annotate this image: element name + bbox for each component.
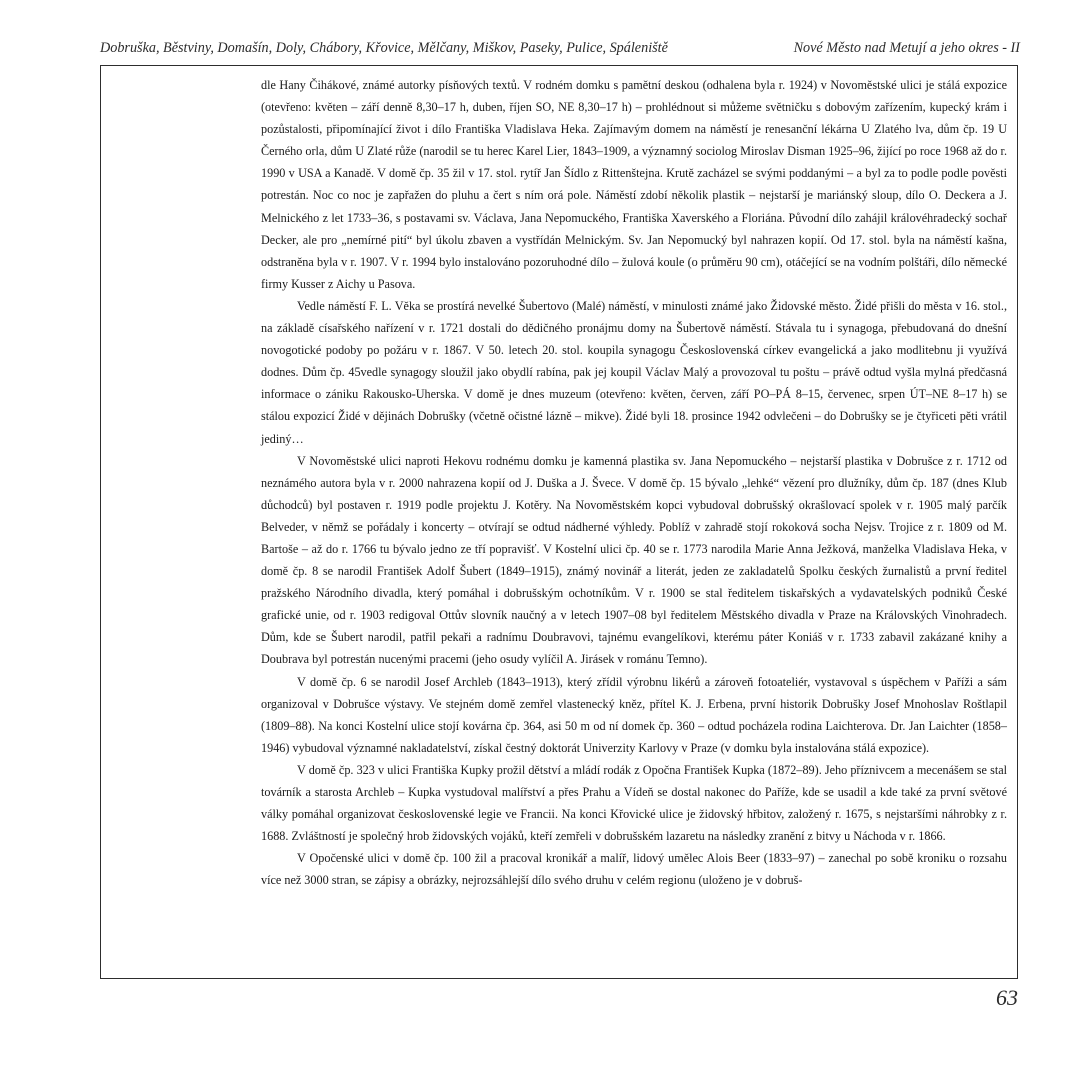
page-number: 63 xyxy=(996,985,1018,1010)
paragraph: V Opočenské ulici v domě čp. 100 žil a pracoval kronikář a malíř, lidový umělec Alois Beer (1833–97) – zanechal po sobě kroniku o rozsahu více než 3000 stran, se zápisy a obrázky, nejrozsáhlejší dílo svého druhu v celém regionu (uloženo je v dobruš- xyxy=(261,851,1007,888)
running-head xyxy=(100,37,1020,59)
paragraph: V domě čp. 6 se narodil Josef Archleb (1843–1913), který zřídil výrobnu likérů a zároveň fotoateliér, vystavoval s úspěchem v Paříži a sám organizoval v Dobrušce výstavy. Ve stejném domě zemřel vlastenecký kněz, přítel K. J. Erbena, první historik Dobrušky Josef Mnohoslav Roštlapil (1809–88). Na konci Kostelní ulice stojí kovárna čp. 364, asi 50 m od ní domek čp. 360 – odtud pocházela rodina Laichterova. Dr. Jan Laichter (1858–1946) vybudoval významné nakladatelství, získal čestný doktorát Univerzity Karlovy v Praze (v domku byla instalována stálá expozice). xyxy=(261,674,1007,755)
paragraph: Vedle náměstí F. L. Věka se prostírá nevelké Šubertovo (Malé) náměstí, v minulosti známé jako Židovské město. Židé přišli do města v 16. stol., na základě císařského nařízení v r. 1721 dostali do dědičného pronájmu domy na Šubertově náměstí. Stávala tu i synagoga, přebudovaná do dnešní novogotické podoby po požáru v r. 1867. V 50. letech 20. stol. koupila synagogu Československá církev evangelická a jako modlitebnu ji využívá dodnes. Dům čp. 45vedle synagogy sloužil jako obydlí rabína, pak jej koupil Václav Malý a provozoval tu poštu – právě odtud vyšla mylná předčasná informace o zániku Rakousko-Uherska. V domě je dnes muzeum (otevřeno: květen, červen, září PO–PÁ 8–15, červenec, srpen ÚT–NE 8–17 h) se stálou expozicí Židé v dějinách Dobrušky (včetně očistné lázně – mikve). Židé byli 18. prosince 1942 odvlečeni – do Dobrušky se je čtyřiceti pěti vrátil jediný… xyxy=(261,298,1007,446)
paragraph: dle Hany Čihákové, známé autorky písňových textů. V rodném domku s pamětní deskou (odhalena byla r. 1924) v Novoměstské ulici je stálá expozice (otevřeno: květen – září denně 8,30–17 h, duben, říjen SO, NE 8,30–17 h) – prohlédnout si můžeme světničku s dobovým zařízením, kupecký krám i pozůstalosti, připomínající život i dílo Františka Vladislava Heka. Zajímavým domem na náměstí je renesanční lékárna U Zlatého lva, dům čp. 19 U Černého orla, dům U Zlaté růže (narodil se tu herec Karel Lier, 1843–1909, a významný sociolog Miroslav Disman 1925–96, žijící po roce 1968 až do r. 1990 v USA a Kanadě. V domě čp. 35 žil v 17. stol. rytíř Jan Šídlo z Rittenštejna. Krutě zacházel se svými poddanými – a byl za to podle podle pověsti potrestán. Noc co noc je zapřažen do pluhu a čert s ním orá pole. Náměstí zdobí několik plastik – nejstarší je mariánský sloup, dílo O. Deckera a J. Melnického z let 1733–36, s postavami sv. Václava, Jana Nepomuckého, Františka Xaverského a Floriána. Původní dílo zahájil královéhradecký sochař Decker, ale pro „nemírné pití“ byl úkolu zbaven a vystřídán Melnickým. Sv. Jan Nepomucký byl nahrazen kopií. Od 17. stol. byla na náměstí kašna, odstraněna byla v r. 1907. V r. 1994 bylo instalováno pozoruhodné dílo – žulová koule (o průměru 90 cm), otáčející se na vodním polštáři, dílo německé firmy Kusser z Aichy u Pasova. xyxy=(261,78,1007,291)
running-head-right: Nové Město nad Metují a jeho okres - II xyxy=(793,39,1020,56)
body-text xyxy=(261,74,1007,891)
paragraph: V Novoměstské ulici naproti Hekovu rodnému domku je kamenná plastika sv. Jana Nepomuckého – nejstarší plastika v Dobrušce z r. 1712 od neznámého autora byla v r. 2000 nahrazena kopií od J. Duška a J. Švece. V domě čp. 15 bývalo „lehké“ vězení pro dlužníky, dům čp. 187 (dnes Klub důchodců) byl postaven r. 1919 podle projektu J. Kotěry. Na Novoměstském kopci vybudoval dobrušský okrašlovací spolek v r. 1905 malý parčík Belveder, v němž se pořádaly i koncerty – otvírají se odtud nádherné výhledy. Poblíž v zahradě stojí rokoková socha Nejsv. Trojice z r. 1809 od M. Bartoše – až do r. 1766 tu bývalo jedno ze tří popravišť. V Kostelní ulici čp. 40 se r. 1773 narodila Marie Anna Ježková, manželka Vladislava Heka, v domě čp. 8 se narodil František Adolf Šubert (1849–1915), známý novinář a literát, jeden ze zakladatelů Spolku českých žurnalistů a první ředitel pražského Národního divadla, který pomáhal i dobrušským ochotníkům. V r. 1900 se stal ředitelem tiskařských a vydavatelských podniků České grafické unie, od r. 1903 redigoval Ottův slovník naučný a v letech 1907–08 byl ředitelem Městského divadla v Praze na Královských Vinohradech. Dům, kde se Šubert narodil, patřil pekaři a radnímu Doubravovi, tajnému evangelíkovi, kterému páter Koniáš v r. 1733 zabavil zakázané knihy a Doubrava byl potrestán nucenými pracemi (jeho osudy vylíčil A. Jirásek v románu Temno). xyxy=(261,453,1007,667)
running-head-left: Dobruška, Běstviny, Domašín, Doly, Chábory, Křovice, Mělčany, Miškov, Paseky, Pulice, Spáleniště xyxy=(100,39,668,56)
paragraph: V domě čp. 323 v ulici Františka Kupky prožil dětství a mládí rodák z Opočna František Kupka (1872–89). Jeho příznivcem a mecenášem se stal továrník a starosta Archleb – Kupka vystudoval malířství a přes Prahu a Vídeň se dostal nakonec do Paříže, kde se usadil a kde také za první světové války pomáhal organizovat československé legie ve Francii. Na konci Křovické ulice je židovský hřbitov, založený r. 1675, s nejstaršími náhrobky z r. 1688. Zvláštností je společný hrob židovských vojáků, kteří zemřeli v dobrušském lazaretu na následky zranění z bitvy u Náchoda v r. 1866. xyxy=(261,762,1007,844)
